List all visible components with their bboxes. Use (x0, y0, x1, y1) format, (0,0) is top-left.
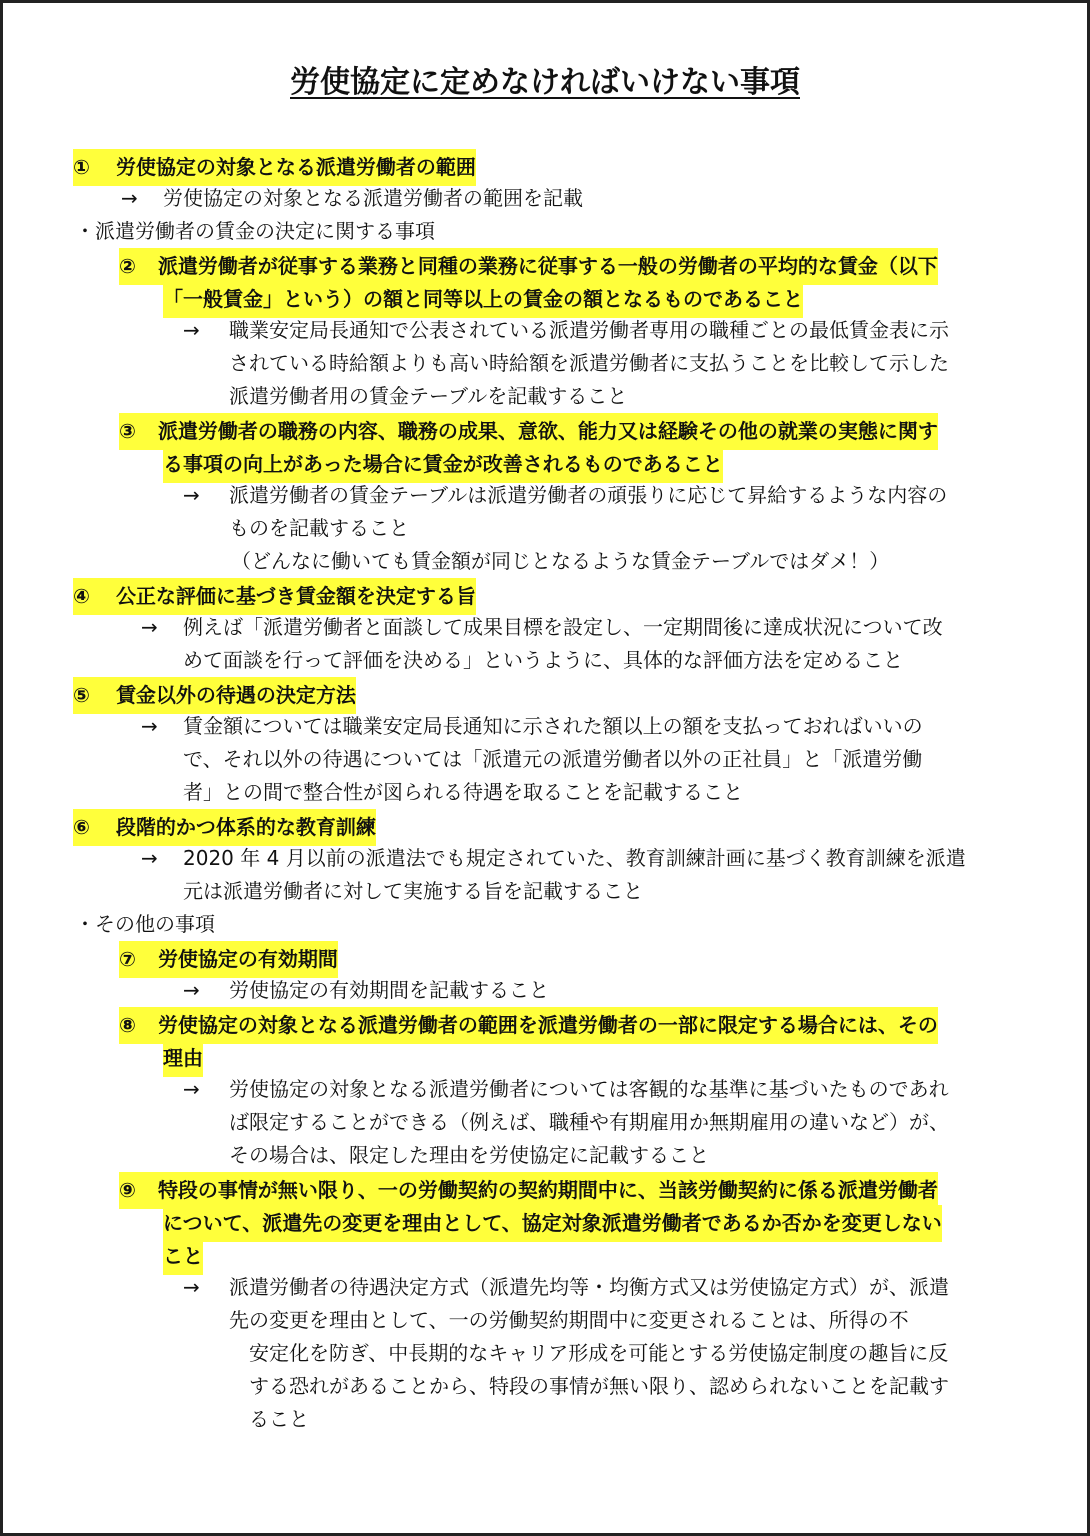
item-5-detail: → 賃金額については職業安定局長通知に示された額以上の額を支払っておればいいの (3, 710, 1087, 743)
item-number: ⑨ (119, 1178, 136, 1202)
item-number: ④ (73, 584, 90, 608)
item-number: ② (119, 254, 136, 278)
arrow-icon: → (183, 978, 200, 1002)
item-2-detail: → 職業安定局長通知で公表されている派遣労働者専用の職種ごとの最低賃金表に示 (3, 314, 1087, 347)
item-5-heading: ⑤ 賃金以外の待遇の決定方法 (3, 677, 1087, 710)
item-number: ① (73, 155, 90, 179)
item-9-detail: → 派遣労働者の待遇決定方式（派遣先均等・均衡方式又は労使協定方式）が、派遣 (3, 1271, 1087, 1304)
item-number: ⑦ (119, 947, 136, 971)
item-7-heading: ⑦ 労使協定の有効期間 (3, 941, 1087, 974)
item-number: ③ (119, 419, 136, 443)
item-4-heading: ④ 公正な評価に基づき賃金額を決定する旨 (3, 578, 1087, 611)
item-1-detail: → 労使協定の対象となる派遣労働者の範囲を記載 (3, 182, 1087, 215)
item-9-heading: ⑨ 特段の事情が無い限り、一の労働契約の契約期間中に、当該労働契約に係る派遣労働者 (3, 1172, 1087, 1205)
arrow-icon: → (141, 846, 158, 870)
document-body: ① 労使協定の対象となる派遣労働者の範囲 → 労使協定の対象となる派遣労働者の範囲を記載 ・派遣労働者の賃金の決定に関する事項 ② 派遣労働者が従事する業務と同種の業務に従事する一般の労働者の平均的な賃金（以下 「一般賃金」という）の額と同等以上の賃金の額となるものであること → 職業安定局長通知で公表されている派遣労働者専用の職種ごとの最低賃金表に示 されている時給額よりも高い時給額を派遣労働者に支払うことを比較して示した 派遣労働者用の賃金テーブルを記載すること ③ 派遣労働者の職務の内容、職務の成果、意欲、能力又は経験その他の就業の実態に関す る事項の向上があった場合に賃金が改善されるものであること → 派遣労働者の賃金テーブルは派遣労働者の頑張りに応じて昇給するような内容の ものを記載すること （どんなに働いても賃金額が同じとなるような賃金テーブルではダメ！） ④ 公正な評価に基づき賃金額を決定する旨 → 例えば「派遣労働者と面談して成果目標を設定し、一定期間後に達成状況について改 めて面談を行って評価を決める」というように、具体的な評価方法を定めること ⑤ 賃金以外の待遇の決定方法 → 賃金額については職業安定局長通知に示された額以上の額を支払っておればいいの で、それ以外の待遇については「派遣元の派遣労働者以外の正社員」と「派遣労働 者」との間で整合性が図られる待遇を取ることを記載すること ⑥ 段階的かつ体系的な教育訓練 → 2020 年 4 月以前の派遣法でも規定されていた、教育訓練計画に基づく教育訓練を派遣 元は派遣労働者に対して実施する旨を記載すること ・その他の事項 ⑦ 労使協定の有効期間 → 労使協定の有効期間を記載すること ⑧ 労使協定の対象となる派遣労働者の範囲を派遣労働者の一部に限定する場合には、その 理由 → 労使協定の対象となる派遣労働者については客観的な基準に基づいたものであれ ば限定することができる（例えば、職種や有期雇用か無期雇用の違いなど）が、 その場合は、限定した理由を労使協定に記載すること ⑨ 特段の事情が無い限り、一の労働契約の契約期間中に、当該労働契約に係る派遣労働者 について、派遣先の変更を理由として、協定対象派遣労働者であるか否かを変更しない こと → 派遣労働者の待遇決定方式（派遣先均等・均衡方式又は労使協定方式）が、派遣 先の変更を理由として、一の労働契約期間中に変更されることは、所得の不 安定化を防ぎ、中長期的なキャリア形成を可能とする労使協定制度の趣旨に反 する恐れがあることから、特段の事情が無い限り、認められないことを記載す ること (3, 149, 1087, 1436)
arrow-icon: → (121, 186, 138, 210)
item-4-detail: → 例えば「派遣労働者と面談して成果目標を設定し、一定期間後に達成状況について改 (3, 611, 1087, 644)
item-8-heading: ⑧ 労使協定の対象となる派遣労働者の範囲を派遣労働者の一部に限定する場合には、その (3, 1007, 1087, 1040)
item-7-detail: → 労使協定の有効期間を記載すること (3, 974, 1087, 1007)
item-number: ⑤ (73, 683, 90, 707)
item-1-heading (3, 149, 1087, 182)
item-3-heading: ③ 派遣労働者の職務の内容、職務の成果、意欲、能力又は経験その他の就業の実態に関す (3, 413, 1087, 446)
arrow-icon: → (141, 714, 158, 738)
page-title: 労使協定に定めなければいけない事項 (290, 65, 800, 100)
arrow-icon: → (183, 1275, 200, 1299)
arrow-icon: → (183, 318, 200, 342)
item-number: ⑧ (119, 1013, 136, 1037)
item-6-detail: → 2020 年 4 月以前の派遣法でも規定されていた、教育訓練計画に基づく教育訓練を派遣 (3, 842, 1087, 875)
arrow-icon: → (183, 1077, 200, 1101)
item-heading-text: 労使協定の対象となる派遣労働者の範囲 (115, 155, 476, 179)
item-number: ⑥ (73, 815, 90, 839)
section-wage: ・派遣労働者の賃金の決定に関する事項 (75, 219, 435, 243)
item-8-detail: → 労使協定の対象となる派遣労働者については客観的な基準に基づいたものであれ (3, 1073, 1087, 1106)
section-other: ・その他の事項 (75, 912, 215, 936)
item-6-heading: ⑥ 段階的かつ体系的な教育訓練 (3, 809, 1087, 842)
item-2-heading: ② 派遣労働者が従事する業務と同種の業務に従事する一般の労働者の平均的な賃金（以下 (3, 248, 1087, 281)
arrow-icon: → (141, 615, 158, 639)
item-3-detail: → 派遣労働者の賃金テーブルは派遣労働者の頑張りに応じて昇給するような内容の (3, 479, 1087, 512)
arrow-icon: → (183, 483, 200, 507)
